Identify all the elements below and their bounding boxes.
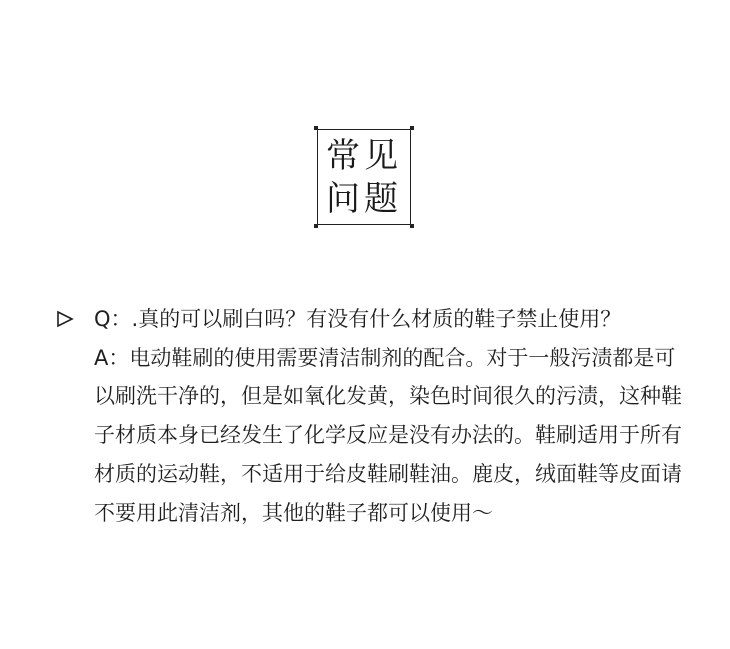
faq-item <box>56 300 686 532</box>
faq-title-box <box>314 126 414 228</box>
frame-corner <box>410 224 414 228</box>
faq-question: Q：.真的可以刷白吗？有没有什么材质的鞋子禁止使用？ <box>94 307 622 331</box>
title-line-2: 问题 <box>326 179 402 219</box>
frame-corner <box>314 126 318 130</box>
frame-corner <box>314 224 318 228</box>
title-line-1: 常见 <box>326 136 402 176</box>
faq-answer: A：电动鞋刷的使用需要清洁制剂的配合。对于一般污渍都是可以刷洗干净的，但是如氧化发黄，染色时间很久的污渍，这种鞋子材质本身已经发生了化学反应是没有办法的。鞋刷适用于所有材质的运动鞋，不适用于给皮鞋刷鞋油。鹿皮，绒面鞋等皮面请不要用此清洁剂，其他的鞋子都可以使用～ <box>94 345 682 525</box>
faq-body <box>94 300 684 532</box>
frame-corner <box>410 126 414 130</box>
triangle-right-icon <box>56 300 78 338</box>
